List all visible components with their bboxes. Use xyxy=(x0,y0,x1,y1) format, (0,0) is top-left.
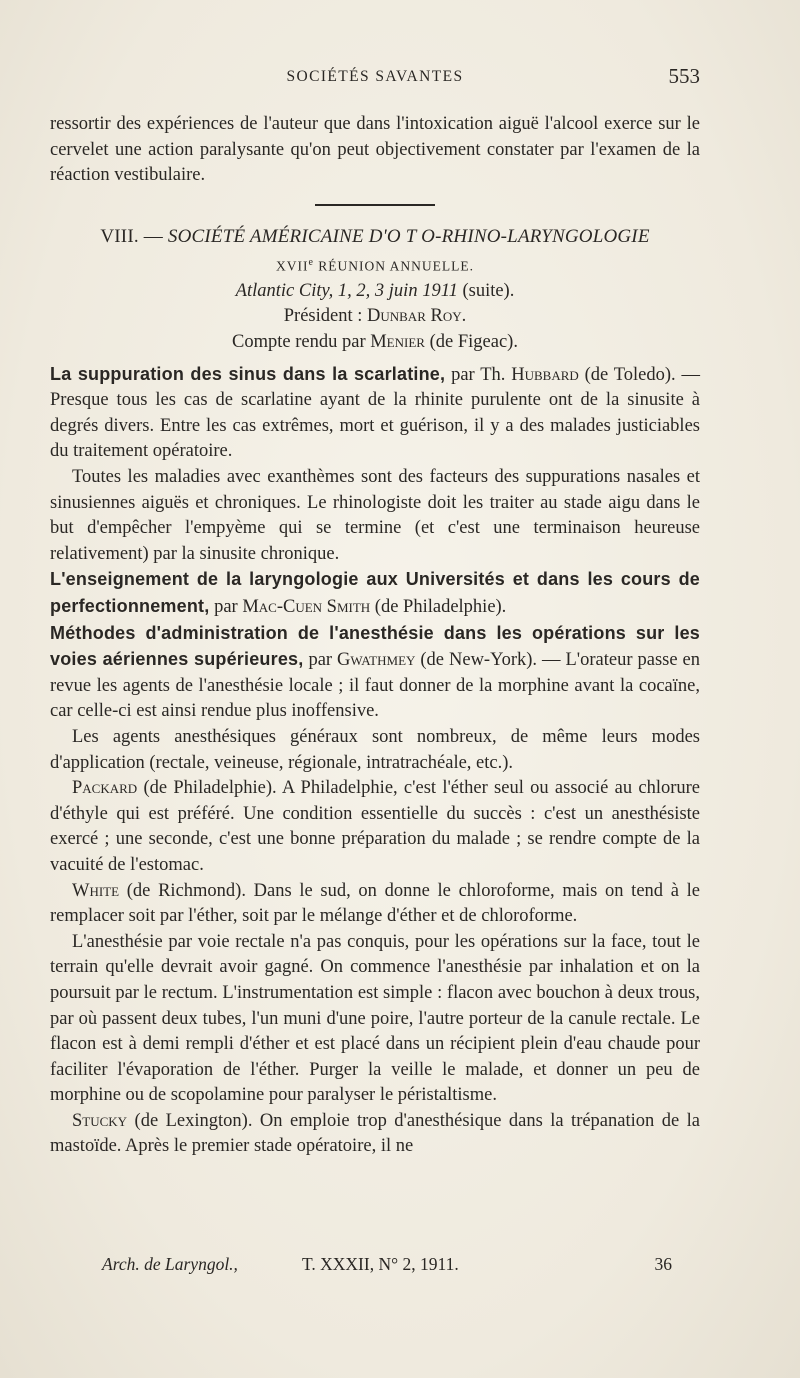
paragraph-stucky xyxy=(50,1109,700,1160)
meeting-label: RÉUNION ANNUELLE. xyxy=(318,258,475,274)
white-name: White xyxy=(72,880,120,901)
meeting-ordinal-sup: e xyxy=(308,256,314,268)
page-header xyxy=(50,66,700,96)
white-text: (de Richmond). Dans le sud, on donne le chloroforme, mais on tend à le remplacer soit par l'éther, soit par le mélange d'éther et de chloroforme. xyxy=(50,880,700,927)
article-anesthesie-p2: Les agents anesthésiques généraux sont nombreux, de même leurs modes d'application (rectale, veineuse, régionale, intratrachéale, etc.). xyxy=(50,726,700,773)
article-scarlatine xyxy=(50,362,700,465)
article-enseignement-title: L'enseignement de la laryngologie aux Universités et dans les cours de perfectionnement, xyxy=(50,569,700,616)
article-scarlatine-p2: Toutes les maladies avec exanthèmes sont des facteurs des suppurations nasales et sinusiennes aiguës et chroniques. Le rhinologiste doit les traiter au stade aigu dans le but d'empêcher l'empyème qui se termine (et c'est une terminaison heureuse relativement) par la sinusite chronique. xyxy=(50,467,700,564)
packard-text: (de Philadelphie). A Philadelphie, c'est l'éther seul ou associé au chlorure d'éthyle qui est préféré. Une condition essentielle du succès : c'est un anesthésiste exercé ; une seconde, c'est une bonne préparation du malade ; se rendre compte de la vacuité de l'estomac. xyxy=(50,778,700,875)
place-date: Atlantic City, 1, 2, 3 juin 1911 xyxy=(235,280,458,301)
report-prefix: Compte rendu par xyxy=(232,332,366,353)
meeting-line xyxy=(50,250,700,279)
article-scarlatine-title: La suppuration des sinus dans la scarlatine, xyxy=(50,363,446,384)
suite-label: (suite). xyxy=(462,280,515,301)
article-anesthesie xyxy=(50,621,700,725)
article-enseignement-text: (de Philadelphie). xyxy=(374,597,507,617)
section-name: SOCIÉTÉ AMÉRICAINE D'O T O-RHINO-LARYNGOLOGIE xyxy=(167,225,650,247)
article-scarlatine-author: Hubbard xyxy=(511,364,579,385)
president-label: Président : xyxy=(283,306,363,327)
footer-journal: Arch. de Laryngol., xyxy=(102,1254,238,1274)
article-anesthesie-text: (de New-York). — L'orateur passe en revue les agents de l'anesthésie locale ; il faut donner de la morphine avant la cocaïne, car celle-ci est ainsi rendue plus inoffensive. xyxy=(50,650,701,722)
section-number: VIII. — xyxy=(100,225,163,247)
article-anesthesie-title: Méthodes d'administration de l'anesthésie dans les opérations sur les voies aériennes supérieures, xyxy=(50,622,700,670)
page-body xyxy=(50,112,700,1160)
paragraph-packard xyxy=(50,776,700,878)
section-divider xyxy=(315,204,435,206)
running-title: SOCIÉTÉS SAVANTES xyxy=(286,68,464,85)
page-number: 553 xyxy=(668,64,700,88)
president-line xyxy=(50,304,700,330)
article-enseignement xyxy=(50,567,700,620)
footer-signature: 36 xyxy=(654,1254,672,1274)
president-name: Dunbar Roy. xyxy=(367,306,467,327)
page-footer xyxy=(50,1254,700,1282)
article-scarlatine-text: (de Toledo). — Presque tous les cas de scarlatine ayant de la rhinite purulente ont de la sinusite à degrés divers. Entre les cas extrêmes, mort et guérison, il y a des malades justiciables du traitement opératoire. xyxy=(50,364,700,462)
place-date-line xyxy=(50,279,700,305)
stucky-name: Stucky xyxy=(72,1110,128,1131)
article-anesthesie-by: par xyxy=(308,650,333,671)
intro-paragraph: ressortir des expériences de l'auteur que dans l'intoxication aiguë l'alcool exerce sur le cervelet une action paralysante qu'on peut objectivement constater par l'examen de la réaction vestibulaire. xyxy=(50,114,700,186)
report-suffix: (de Figeac). xyxy=(429,332,518,353)
packard-name: Packard xyxy=(72,778,138,799)
paragraph-rectal: L'anesthésie par voie rectale n'a pas conquis, pour les opérations sur la face, tout le terrain qu'elle devrait avoir gagné. On commence l'anesthésie par inhalation et on la poursuit par le rectum. L'instrumentation est simple : flacon avec bouchon à deux trous, par où passent deux tubes, l'un muni d'une poire, l'autre porteur de la canule rectale. Le flacon est à demi rempli d'éther et est placé dans un récipient plein d'eau chaude pour faciliter l'évaporation de l'éther. Purger la veille le malade, et donner un peu de morphine ou de scopolamine pour paralyser le péristaltisme. xyxy=(50,931,700,1106)
article-enseignement-by: par xyxy=(214,597,238,617)
meeting-ordinal: XVII xyxy=(275,258,309,274)
stucky-text: (de Lexington). On emploie trop d'anesthésique dans la trépanation de la mastoïde. Après le premier stade opératoire, il ne xyxy=(50,1110,700,1157)
article-anesthesie-author: Gwathmey xyxy=(337,650,416,671)
footer-volume: T. XXXII, N° 2, 1911. xyxy=(302,1254,459,1274)
article-scarlatine-by: par Th. xyxy=(451,364,506,385)
section-title xyxy=(50,224,700,250)
report-author: Menier xyxy=(370,332,425,353)
paragraph-white xyxy=(50,879,700,930)
report-line xyxy=(50,330,700,356)
article-enseignement-author: Mac-Cuen Smith xyxy=(242,597,371,617)
